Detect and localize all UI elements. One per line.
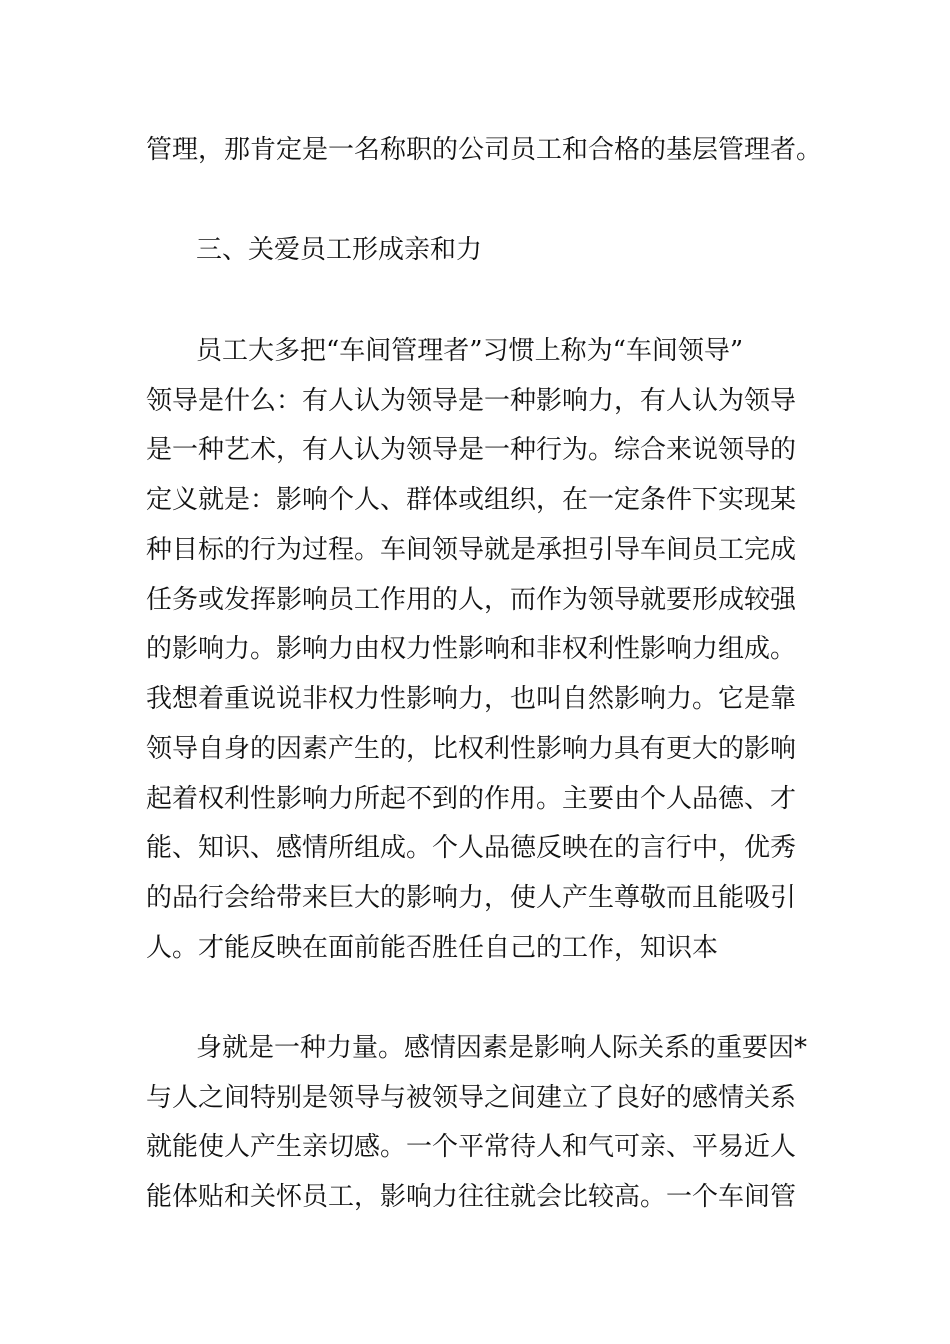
paragraph-line: 起着权利性影响力所起不到的作用。主要由个人品德、才 (146, 784, 797, 814)
paragraph-line: 定义就是：影响个人、群体或组织，在一定条件下实现某 (146, 485, 797, 515)
fragment-line: 管理，那肯定是一名称职的公司员工和合格的基层管理者。 (146, 135, 823, 165)
paragraph-line: 就能使人产生亲切感。一个平常待人和气可亲、平易近人 (146, 1132, 797, 1162)
paragraph-line: 能、知识、感情所组成。个人品德反映在的言行中，优秀 (146, 833, 797, 863)
paragraph-line: 身就是一种力量。感情因素是影响人际关系的重要因* (196, 1033, 808, 1063)
paragraph-line: 种目标的行为过程。车间领导就是承担引导车间员工完成 (146, 535, 797, 565)
paragraph-line: 的影响力。影响力由权力性影响和非权利性影响力组成。 (146, 634, 797, 664)
paragraph-line: 任务或发挥影响员工作用的人，而作为领导就要形成较强 (146, 585, 797, 615)
section-heading: 三、关爱员工形成亲和力 (196, 235, 483, 265)
paragraph-line: 与人之间特别是领导与被领导之间建立了良好的感情关系 (146, 1083, 797, 1113)
paragraph-line: 的品行会给带来巨大的影响力，使人产生尊敬而且能吸引 (146, 883, 797, 913)
paragraph-line: 我想着重说说非权力性影响力，也叫自然影响力。它是靠 (146, 684, 797, 714)
paragraph-line: 员工大多把“车间管理者”习惯上称为“车间领导” (196, 336, 744, 366)
paragraph-line: 是一种艺术，有人认为领导是一种行为。综合来说领导的 (146, 435, 797, 465)
paragraph-line: 能体贴和关怀员工，影响力往往就会比较高。一个车间管 (146, 1182, 797, 1212)
paragraph-line: 领导是什么：有人认为领导是一种影响力，有人认为领导 (146, 386, 797, 416)
paragraph-line: 人。才能反映在面前能否胜任自己的工作，知识本 (146, 933, 719, 963)
paragraph-line: 领导自身的因素产生的，比权利性影响力具有更大的影响 (146, 734, 797, 764)
